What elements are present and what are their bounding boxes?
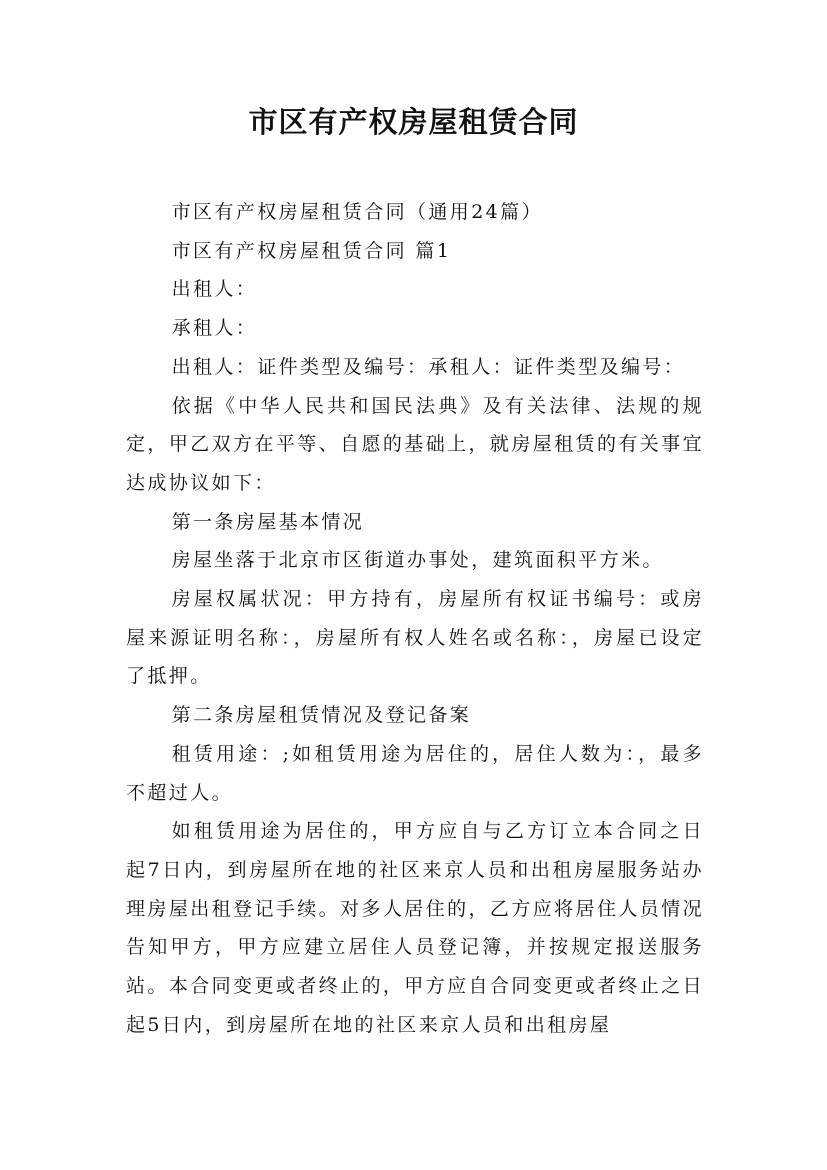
document-body (126, 193, 704, 1044)
paragraph-article-2-heading: 第二条房屋租赁情况及登记备案 (171, 704, 472, 727)
document-title: 市区有产权房屋租赁合同 (248, 105, 579, 139)
paragraph-id-types: 出租人：证件类型及编号：承租人：证件类型及编号： (171, 355, 686, 378)
paragraph-subtitle: 市区有产权房屋租赁合同（通用24篇） (171, 201, 543, 223)
paragraph-legal-basis: 依据《中华人民共和国民法典》及有关法律、法规的规定，甲乙双方在平等、自愿的基础上，就房屋租赁的有关事宜达成协议如下： (126, 394, 704, 494)
paragraph-property-location: 房屋坐落于北京市区街道办事处，建筑面积平方米。 (171, 549, 664, 572)
paragraph-ownership-status: 房屋权属状况：甲方持有，房屋所有权证书编号：或房屋来源证明名称：，房屋所有权人姓名或名称：，房屋已设定了抵押。 (126, 588, 704, 688)
paragraph-lease-purpose: 租赁用途：;如租赁用途为居住的，居住人数为：，最多不超过人。 (126, 742, 704, 804)
paragraph-lessor: 出租人： (171, 278, 258, 301)
paragraph-lessee: 承租人： (171, 317, 258, 340)
paragraph-article-1-heading: 第一条房屋基本情况 (171, 510, 365, 533)
paragraph-registration: 如租赁用途为居住的，甲方应自与乙方订立本合同之日起7日内，到房屋所在地的社区来京人员和出租房屋服务站办理房屋出租登记手续。对多人居住的，乙方应将居住人员情况告知甲方，甲方应建立居住人员登记簿，并按规定报送服务站。本合同变更或者终止的，甲方应自合同变更或者终止之日起5日内，到房屋所在地的社区来京人员和出租房屋 (126, 820, 704, 1036)
paragraph-section-heading: 市区有产权房屋租赁合同 篇1 (171, 239, 452, 262)
